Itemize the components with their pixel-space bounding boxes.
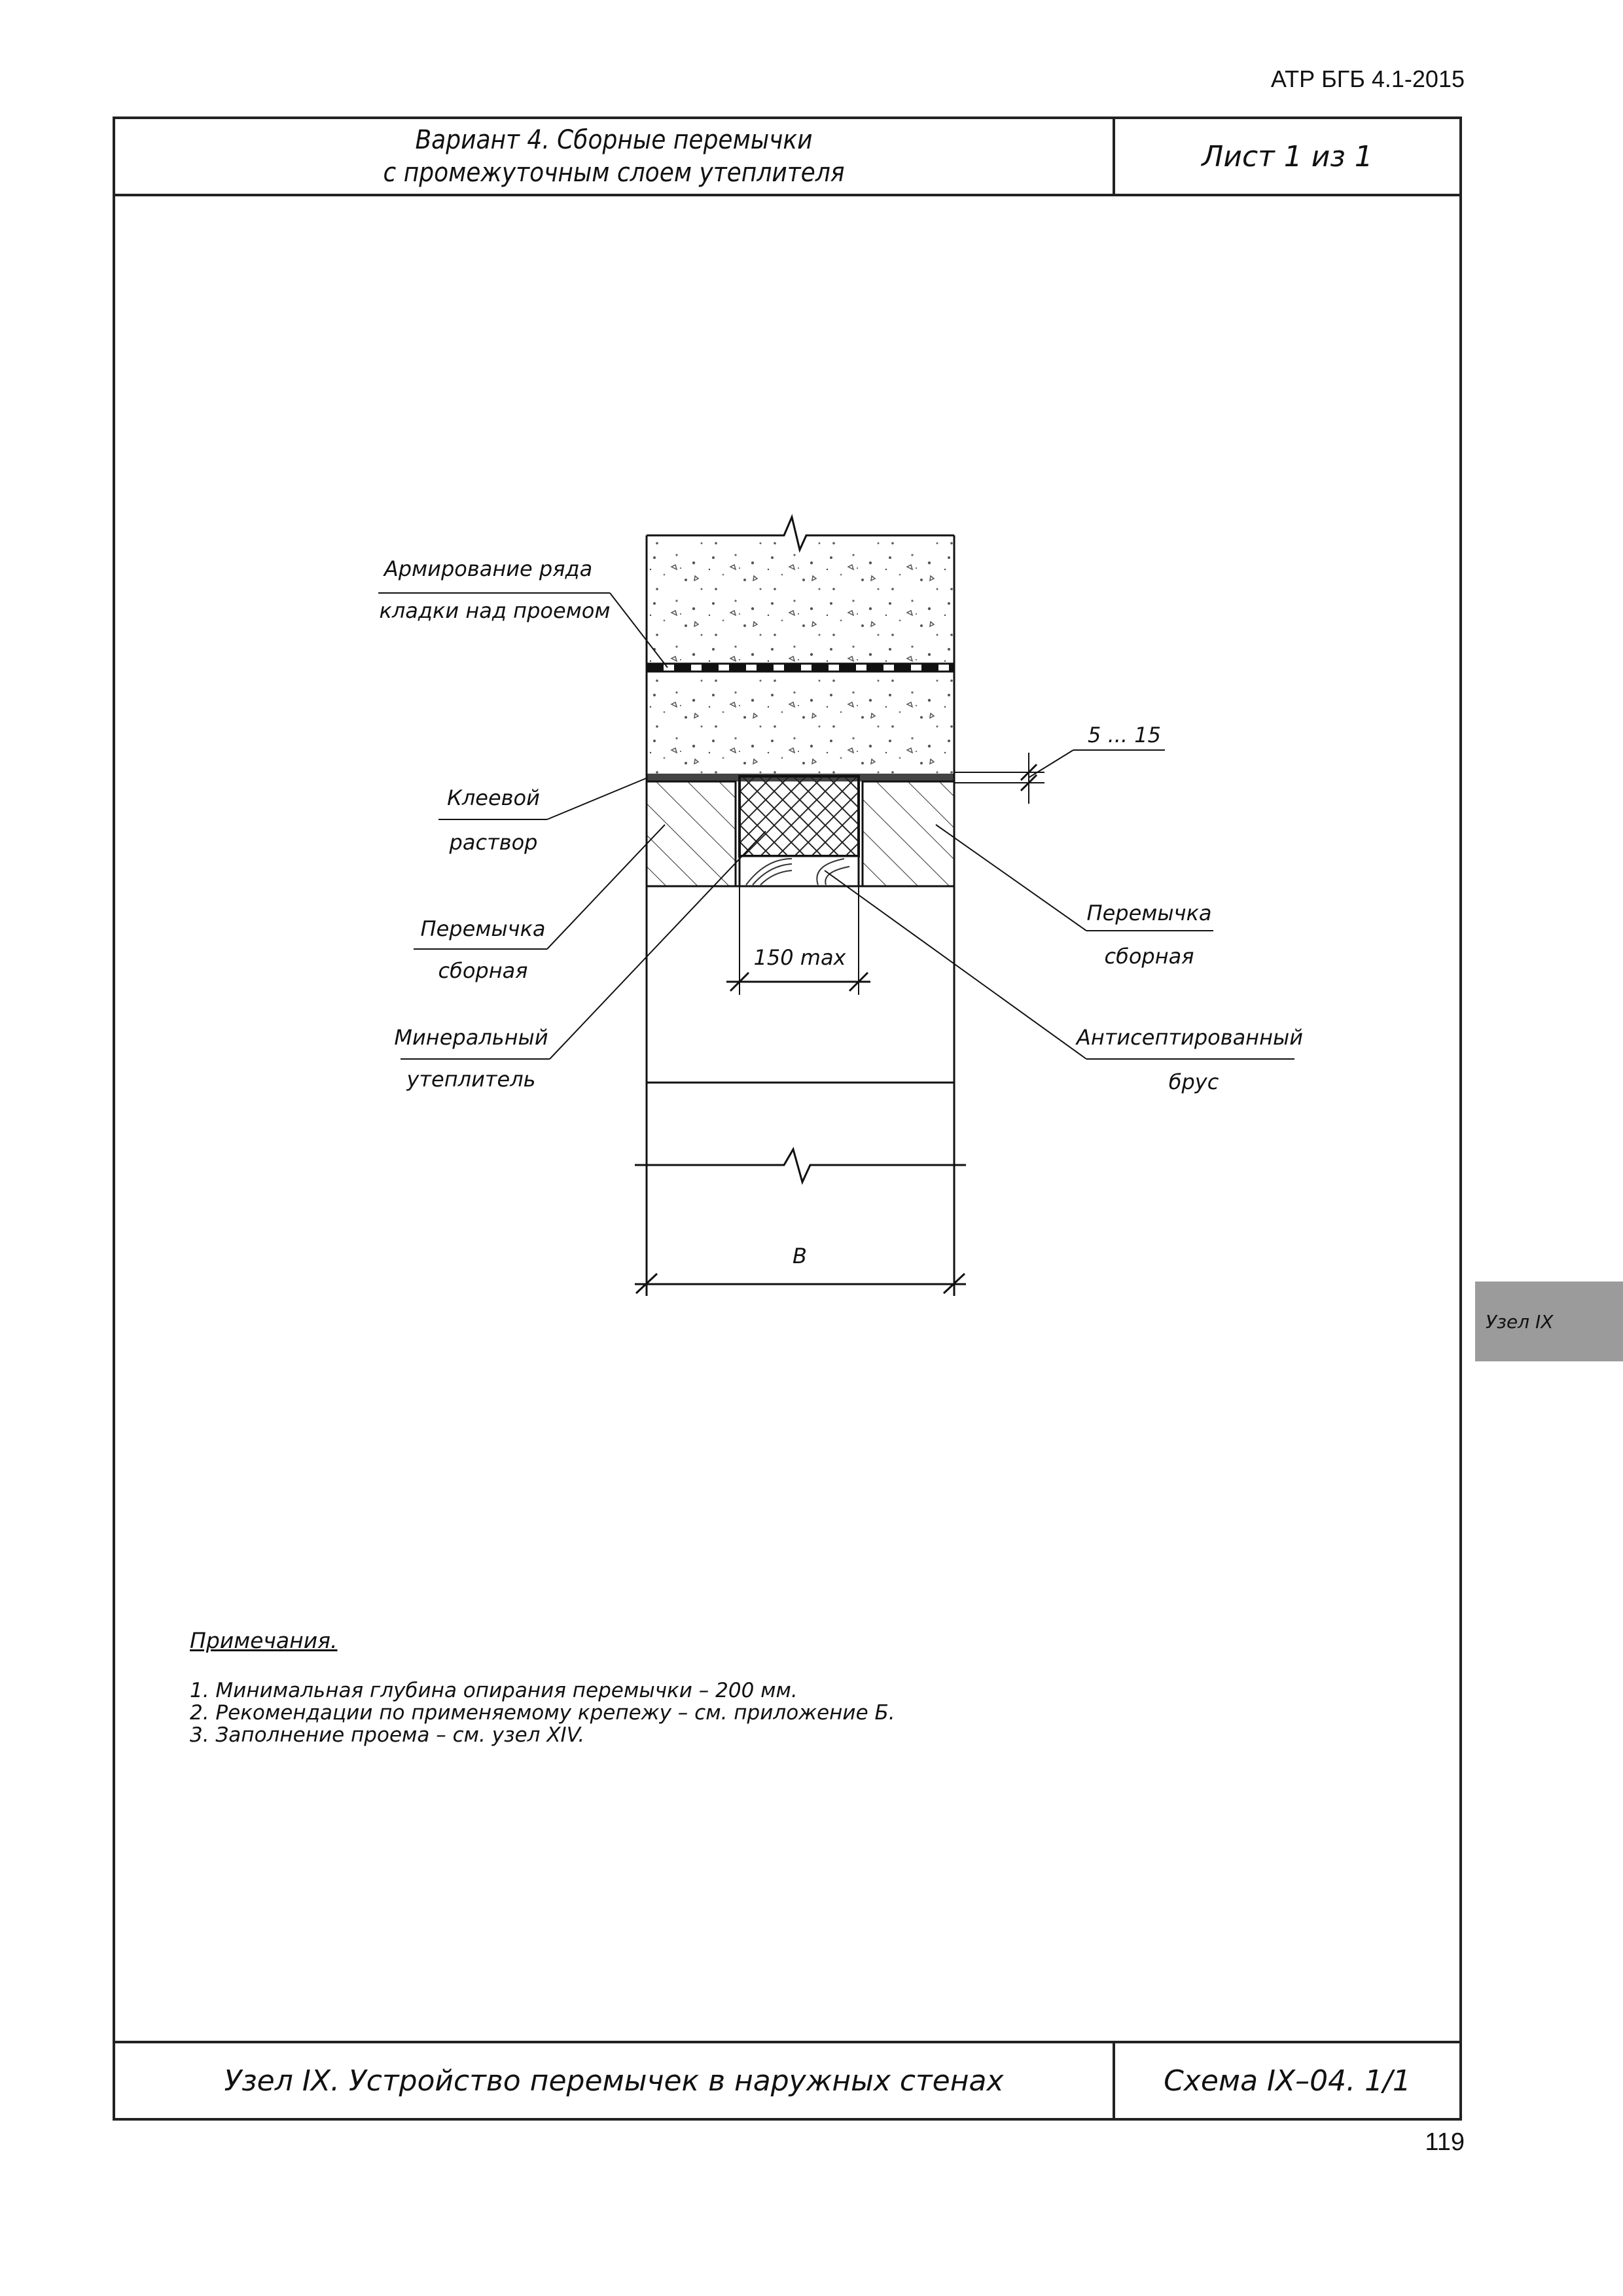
section-tab[interactable]: Узел IX	[1475, 1282, 1623, 1361]
scheme-number: Схема IX–04. 1/1	[1164, 2064, 1411, 2098]
note-item: 3. Заполнение проема – см. узел XIV.	[190, 1723, 585, 1747]
label-mineral-line-2: утеплитель	[406, 1067, 536, 1092]
label-mineral-line-1: Минеральный	[394, 1025, 548, 1050]
label-adhesive-line-2: раствор	[449, 830, 538, 855]
label-adhesive-line-1: Клеевой	[447, 785, 540, 810]
dimension-b-label: B	[793, 1244, 807, 1268]
note-item: 2. Рекомендации по применяемому крепежу – см. приложение Б.	[190, 1701, 895, 1725]
label-beam-line-1: Антисептированный	[1076, 1025, 1304, 1050]
label-lintel-left-line-1: Перемычка	[420, 916, 546, 941]
label-lintel-right-line-1: Перемычка	[1086, 901, 1212, 925]
label-reinforcement-line-2: кладки над проемом	[379, 598, 611, 623]
label-lintel-right-line-2: сборная	[1104, 944, 1194, 969]
label-lintel-left-line-2: сборная	[438, 958, 528, 983]
break-line-bottom	[635, 1149, 966, 1182]
sheet-title-line-2: с промежуточным слоем утеплителя	[383, 158, 845, 188]
dimension-150-label: 150 max	[753, 945, 846, 970]
mineral-insulation	[740, 776, 859, 856]
sheet-number: Лист 1 из 1	[1202, 139, 1373, 173]
masonry-upper-block	[647, 535, 954, 664]
notes-title: Примечания.	[190, 1628, 338, 1653]
label-reinforcement-line-1: Армирование ряда	[383, 556, 593, 581]
node-title: Узел IX. Устройство перемычек в наружных стенах	[115, 2043, 1115, 2118]
note-item: 1. Минимальная глубина опирания перемычки – 200 мм.	[190, 1679, 798, 1702]
dimension-gap-label: 5 ... 15	[1088, 723, 1161, 747]
lintel-right	[863, 781, 954, 886]
page-number: 119	[1425, 2128, 1465, 2156]
sheet-title-line-1: Вариант 4. Сборные перемычки	[415, 125, 813, 155]
masonry-lower-block	[647, 674, 954, 774]
lintel-left	[647, 781, 736, 886]
label-beam-line-2: брус	[1168, 1069, 1219, 1094]
notes-block	[190, 1630, 895, 1746]
document-code: АТР БГБ 4.1-2015	[1270, 65, 1465, 92]
